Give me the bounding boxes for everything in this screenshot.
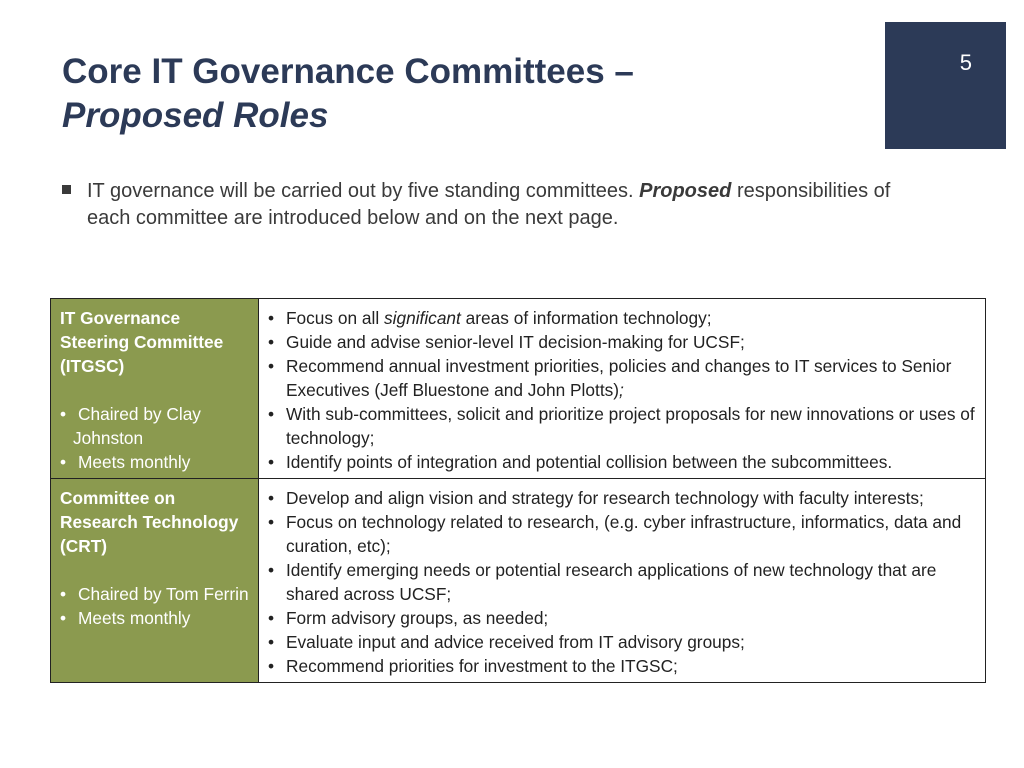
committee-chair: •Chaired by Clay Johnston <box>60 404 201 448</box>
chair-text: Chaired by Tom Ferrin <box>78 584 249 604</box>
intro-emphasis: Proposed <box>639 180 732 202</box>
responsibility-item: • Focus on all significant areas of information technology; <box>268 308 712 328</box>
intro-text-after: responsibilities of each committee are introduced below and on the next page. <box>87 180 891 229</box>
page-number: 5 <box>959 50 972 75</box>
responsibilities-list <box>268 306 977 474</box>
slide-title-line1: Core IT Governance Committees – <box>62 52 634 91</box>
committee-frequency: •Meets monthly <box>60 452 191 472</box>
responsibility-text: Form advisory groups, as needed; <box>286 608 549 628</box>
committee-name: Committee on Research Technology (CRT) <box>60 488 239 556</box>
chair-text: Chaired by Clay Johnston <box>73 404 201 448</box>
committee-chair: •Chaired by Tom Ferrin <box>60 584 249 604</box>
responsibilities-list <box>268 486 977 678</box>
committee-name-cell <box>51 479 259 683</box>
responsibility-item: • Focus on technology related to research, (e.g. cyber infrastructure, informatics, data and curation, etc); <box>268 512 962 556</box>
slide-title-line2: Proposed Roles <box>62 96 329 135</box>
responsibility-text: Identify emerging needs or potential research applications of new technology that are shared across UCSF; <box>286 560 937 604</box>
responsibility-text: Identify points of integration and potential collision between the subcommittees. <box>286 452 893 472</box>
committees-table <box>50 298 986 683</box>
page-number-badge <box>885 22 1006 149</box>
committee-responsibilities-cell <box>259 479 986 683</box>
committee-frequency: •Meets monthly <box>60 608 191 628</box>
frequency-text: Meets monthly <box>78 608 191 628</box>
responsibility-item: • Recommend priorities for investment to the ITGSC; <box>268 656 678 676</box>
responsibility-item: • Guide and advise senior-level IT decision-making for UCSF; <box>268 332 745 352</box>
responsibility-item: • Evaluate input and advice received from IT advisory groups; <box>268 632 745 652</box>
responsibility-text: Guide and advise senior-level IT decision-making for UCSF; <box>286 332 745 352</box>
responsibility-item: • Recommend annual investment priorities, policies and changes to IT services to Senior Executives (Jeff Bluestone and John Plotts); <box>268 356 952 400</box>
responsibility-item: • Identify emerging needs or potential research applications of new technology that are shared across UCSF; <box>268 560 937 604</box>
intro-bullet <box>62 178 912 232</box>
responsibility-text: Evaluate input and advice received from IT advisory groups; <box>286 632 745 652</box>
responsibility-emphasis: ; <box>619 380 624 400</box>
responsibility-text-after: areas of information technology; <box>465 308 712 328</box>
committee-meta-list <box>60 582 250 630</box>
committee-responsibilities-cell <box>259 299 986 479</box>
responsibility-item: • Identify points of integration and potential collision between the subcommittees. <box>268 452 893 472</box>
slide-title <box>62 50 862 138</box>
responsibility-text: Recommend priorities for investment to the ITGSC; <box>286 656 678 676</box>
committee-name-cell <box>51 299 259 479</box>
responsibility-emphasis: significant <box>384 308 461 328</box>
committee-row <box>51 479 986 683</box>
responsibility-item: • With sub-committees, solicit and prioritize project proposals for new innovations or uses of technology; <box>268 404 975 448</box>
committee-meta-list <box>60 402 250 474</box>
intro-bullet-text <box>87 178 912 232</box>
committee-row <box>51 299 986 479</box>
committee-name: IT Governance Steering Committee (ITGSC) <box>60 308 224 376</box>
responsibility-text: With sub-committees, solicit and prioritize project proposals for new innovations or uses of technology; <box>286 404 975 448</box>
responsibility-item: • Form advisory groups, as needed; <box>268 608 549 628</box>
responsibility-text: Focus on technology related to research, (e.g. cyber infrastructure, informatics, data and curation, etc); <box>286 512 962 556</box>
frequency-text: Meets monthly <box>78 452 191 472</box>
responsibility-text: Develop and align vision and strategy for research technology with faculty interests; <box>286 488 924 508</box>
responsibility-text: Recommend annual investment priorities, policies and changes to IT services to Senior Executives (Jeff Bluestone and John Plotts) <box>286 356 952 400</box>
square-bullet-icon <box>62 185 71 194</box>
responsibility-text: Focus on all <box>286 308 380 328</box>
responsibility-item: • Develop and align vision and strategy for research technology with faculty interests; <box>268 488 924 508</box>
intro-text-before: IT governance will be carried out by five standing committees. <box>87 180 634 202</box>
